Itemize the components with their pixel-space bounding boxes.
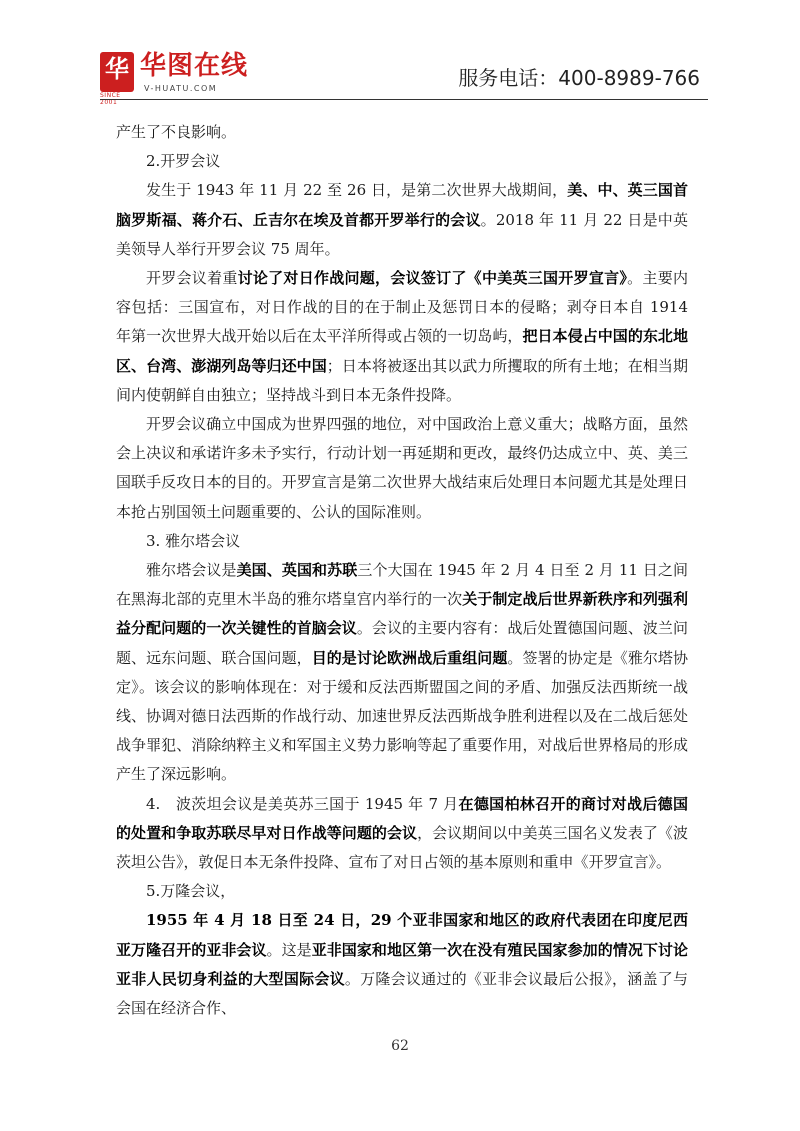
paragraph xyxy=(116,176,688,264)
header-divider xyxy=(100,99,708,100)
paragraph xyxy=(116,264,688,410)
bold-text: 关于制定战后世界新秩序和列强利益分配问题的一次关键性的首脑会议 xyxy=(116,590,688,638)
text-run: 4. 波茨坦会议是美英苏三国于 1945 年 7 月 xyxy=(146,794,459,813)
paragraph xyxy=(116,556,688,790)
text-run: 开罗会议着重 xyxy=(146,269,238,288)
text-run: 三个大国在 1945 年 2 月 4 日至 2 月 11 日之间在黑海北部的克里木半岛的雅尔塔皇宫内举行的一次 xyxy=(116,561,688,609)
text-run: 。会议的主要内容有：战后处置德国问题、波兰问题、远东问题、联合国问题， xyxy=(116,619,688,667)
paragraph xyxy=(116,877,688,906)
bold-text: 1955 年 4 月 18 日至 24 日，29 个亚非国家和地区的政府代表团在印度尼西亚万隆召开的亚非会议 xyxy=(116,911,688,959)
logo-mark-icon: 华 xyxy=(100,52,134,92)
text-run: 2.开罗会议 xyxy=(146,152,221,171)
text-run: 雅尔塔会议是 xyxy=(146,561,237,580)
text-run: 产生了不良影响。 xyxy=(116,123,237,141)
service-phone: 服务电话：400-8989-766 xyxy=(458,66,700,90)
bold-text: 讨论了对日作战问题，会议签订了《中美英三国开罗宣言》 xyxy=(237,269,628,288)
paragraph xyxy=(116,527,688,556)
document-body xyxy=(116,118,688,1023)
page-header xyxy=(0,0,800,106)
text-run: 发生于 1943 年 11 月 22 至 26 日，是第二次世界大战期间， xyxy=(146,181,568,200)
paragraph xyxy=(116,906,688,1023)
paragraph xyxy=(116,147,688,176)
bold-text: 在德国柏林召开的商讨对战后德国的处置和争取苏联尽早对日作战等问题的会议 xyxy=(116,794,688,842)
paragraph xyxy=(116,118,688,147)
text-run: 5.万隆会议， xyxy=(146,882,236,901)
text-run: 3. 雅尔塔会议 xyxy=(146,531,241,550)
bold-text: 目的是讨论欧洲战后重组问题 xyxy=(311,648,508,667)
text-run: 。这是 xyxy=(266,940,312,959)
text-run: 。签署的协定是《雅尔塔协定》。该会议的影响体现在：对于缓和反法西斯盟国之间的矛盾、加强反法西斯统一战线、协调对德日法西斯的作战行动、加速世界反法西斯战争胜利进程以及在二战后惩处战争罪犯、消除纳粹主义和军国主义势力影响等起了重要作用，对战后世界格局的形成产生了深远影响。 xyxy=(116,648,688,784)
text-run: 。万隆会议通过的《亚非会议最后公报》，涵盖了与会国在经济合作、 xyxy=(116,969,688,1018)
paragraph xyxy=(116,790,688,878)
huatu-logo[interactable] xyxy=(100,51,300,106)
bold-text: 亚非国家和地区第一次在没有殖民国家参加的情况下讨论亚非人民切身利益的大型国际会议 xyxy=(116,940,688,988)
logo-name: 华图在线 xyxy=(140,51,249,81)
logo-since-text: SINCE 2001 xyxy=(100,92,121,106)
bold-text: 美、中、英三国首脑罗斯福、蒋介石、丘吉尔在埃及首都开罗举行的会议 xyxy=(116,181,688,229)
text-run: ；日本将被逐出其以武力所攫取的所有土地；在相当期间内使朝鲜自由独立；坚持战斗到日本无条件投降。 xyxy=(116,356,688,404)
paragraph xyxy=(116,410,688,527)
text-run: 。主要内容包括：三国宣布，对日作战的目的在于制止及惩罚日本的侵略；剥夺日本自 1914 年第一次世界大战开始以后在太平洋所得或占领的一切岛屿， xyxy=(116,269,688,346)
text-run: 。2018 年 11 月 22 日是中英美领导人举行开罗会议 75 周年。 xyxy=(116,210,688,258)
logo-url: V-HUATU.COM xyxy=(144,84,218,93)
text-run: 开罗会议确立中国成为世界四强的地位，对中国政治上意义重大；战略方面，虽然会上决议和承诺许多未予实行，行动计划一再延期和更改，最终仍达成立中、英、美三国联手反攻日本的目的。开罗宣言是第二次世界大战结束后处理日本问题尤其是处理日本抢占别国领土问题重要的、公认的国际准则。 xyxy=(116,415,688,521)
page-number: 62 xyxy=(391,1038,409,1054)
text-run: ，会议期间以中美英三国名义发表了《波茨坦公告》，敦促日本无条件投降、宣布了对日占领的基本原则和重申《开罗宣言》。 xyxy=(116,823,688,872)
bold-text: 美国、英国和苏联 xyxy=(236,561,358,580)
bold-text: 把日本侵占中国的东北地区、台湾、澎湖列岛等归还中国 xyxy=(116,327,688,375)
